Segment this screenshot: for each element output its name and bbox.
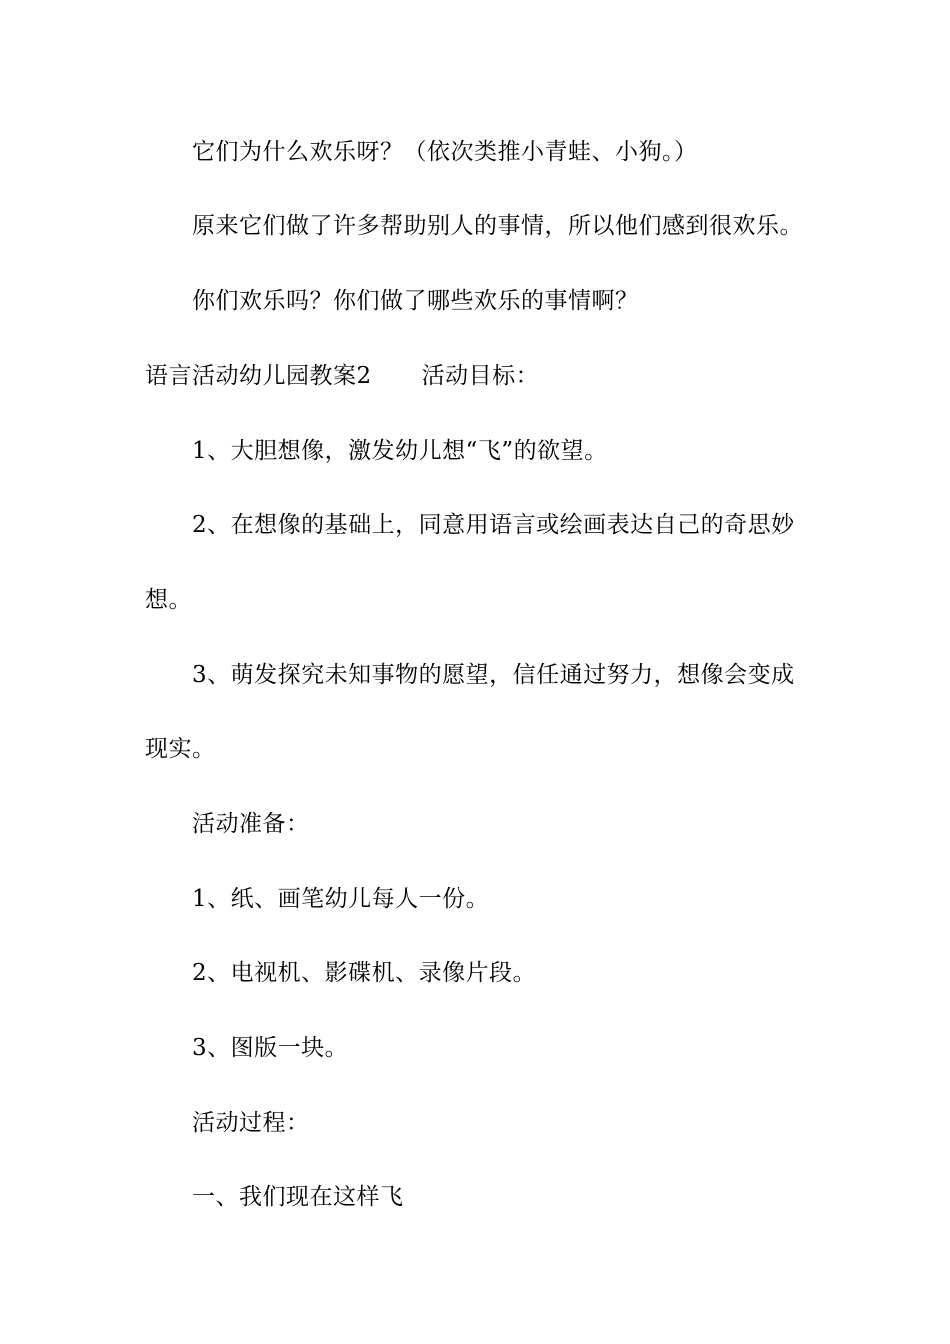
list-item: 一、我们现在这样飞	[192, 1184, 404, 1210]
list-item: 1、纸、画笔幼儿每人一份。	[192, 886, 490, 912]
subheading: 活动过程：	[192, 1110, 310, 1136]
section-subtitle: 活动目标：	[421, 363, 540, 389]
list-item: 3、图版一块。	[192, 1035, 349, 1061]
paragraph-continuation: 想。	[145, 587, 192, 613]
paragraph-line: 你们欢乐吗？你们做了哪些欢乐的事情啊？	[192, 288, 639, 314]
list-item: 2、在想像的基础上，同意用语言或绘画表达自己的奇思妙	[192, 512, 795, 538]
section-heading	[145, 361, 825, 391]
paragraph-continuation: 现实。	[145, 736, 216, 762]
paragraph-line: 它们为什么欢乐呀？（依次类推小青蛙、小狗。）	[192, 139, 698, 165]
section-title: 语言活动幼儿园教案2	[145, 363, 372, 389]
list-item: 3、萌发探究未知事物的愿望，信任通过努力，想像会变成	[192, 662, 795, 688]
subheading: 活动准备：	[192, 811, 310, 837]
list-item: 1、大胆想像，激发幼儿想“飞”的欲望。	[192, 438, 608, 464]
paragraph-line: 原来它们做了许多帮助别人的事情，所以他们感到很欢乐。	[192, 213, 803, 239]
list-item: 2、电视机、影碟机、录像片段。	[192, 960, 537, 986]
